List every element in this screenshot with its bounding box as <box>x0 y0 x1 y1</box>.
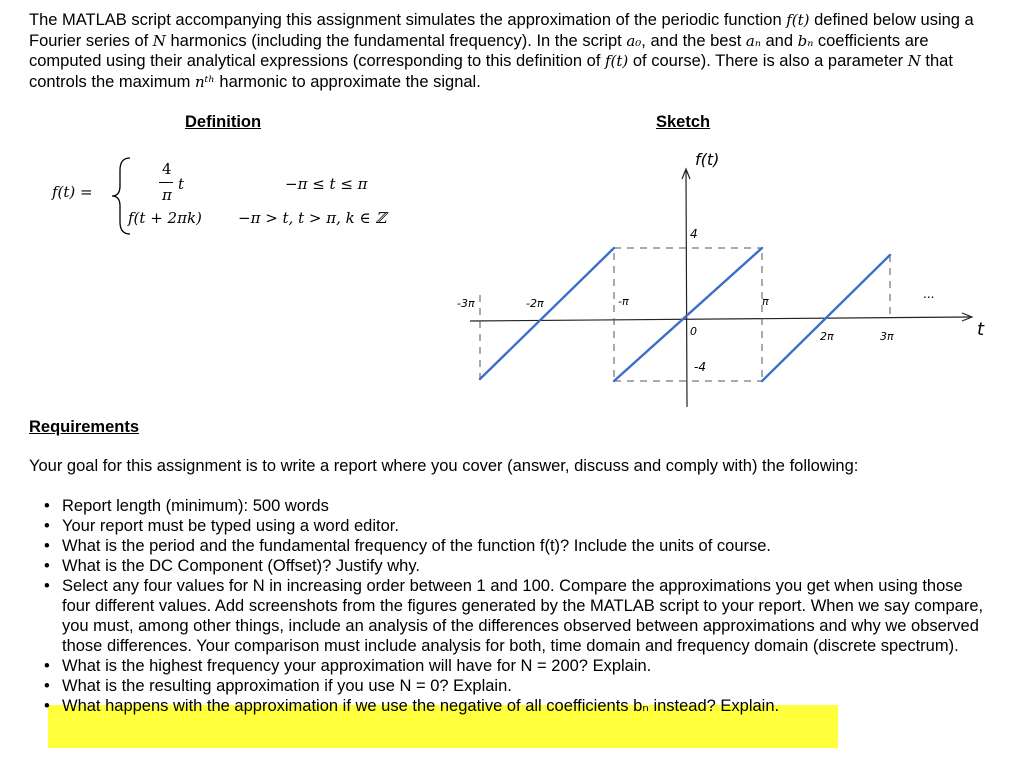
tick-label: 2π <box>820 330 834 343</box>
y-min-label: -4 <box>694 360 706 374</box>
sawtooth-segment <box>480 248 614 379</box>
requirements-heading: Requirements <box>29 418 140 436</box>
case1-condition: −π ≤ t ≤ π <box>285 175 368 193</box>
list-item: • Select any four values for N in increasing order between 1 and 100. Compare the approximations you get when using those four different values. Add screenshots from the figures generated by the MATLAB script to your report. When we say compare, you must, among other things, include an analysis of the differences observed between approximations and why we observed those differences. Your comparison must include analysis for both, time domain and frequency domain (discrete spectrum). <box>40 576 990 656</box>
tick-label: -2π <box>526 297 544 310</box>
origin-label: 0 <box>690 325 697 338</box>
intro-paragraph: The MATLAB script accompanying this assignment simulates the approximation of the periodic function f(t) defined below using a Fourier series of N harmonics (including the fundamental frequency). In the script a₀, and the best aₙ and bₙ coefficients are computed using their analytical expressions (corresponding to this definition of f(t) of course). There is also a parameter N that controls the maximum nᵗʰ harmonic to approximate the signal. <box>29 11 974 91</box>
sketch-axes <box>470 169 972 407</box>
tick-label: -π <box>618 295 629 308</box>
list-item: • What happens with the approximation if we use the negative of all coefficients bₙ instead? Explain. <box>40 696 990 716</box>
sawtooth-segment <box>614 248 762 381</box>
list-item: • Report length (minimum): 500 words <box>40 496 990 516</box>
x-axis-line <box>470 317 970 321</box>
definition-heading: Definition <box>185 113 262 131</box>
sawtooth-signal <box>480 248 890 381</box>
definition-lhs: f(t) = <box>52 183 93 201</box>
y-axis-label: f(t) <box>695 150 720 169</box>
y-max-label: 4 <box>690 227 698 241</box>
sawtooth-sketch <box>450 135 1010 415</box>
fraction-bar <box>159 182 173 183</box>
case2-condition: −π > t, t > π, k ∈ ℤ <box>238 209 387 227</box>
tick-label: -3π <box>457 297 475 310</box>
list-item: • What is the period and the fundamental frequency of the function f(t)? Include the units of course. <box>40 536 990 556</box>
tick-label: 3π <box>880 330 894 343</box>
tick-label: π <box>762 295 769 308</box>
list-item: • What is the DC Component (Offset)? Justify why. <box>40 556 990 576</box>
case2-expression: f(t + 2πk) <box>128 209 202 227</box>
list-item: • What is the resulting approximation if you use N = 0? Explain. <box>40 676 990 696</box>
ellipsis: ... <box>923 287 935 301</box>
y-axis-line <box>686 171 687 407</box>
list-item: • Your report must be typed using a word editor. <box>40 516 990 536</box>
sketch-heading: Sketch <box>656 113 711 131</box>
fraction-denominator: π <box>162 186 172 204</box>
x-axis-label: t <box>977 319 985 340</box>
requirements-list <box>40 496 990 716</box>
list-item: • What is the highest frequency your approximation will have for N = 200? Explain. <box>40 656 990 676</box>
fraction-numerator: 4 <box>162 160 172 178</box>
goal-text: Your goal for this assignment is to write a report where you cover (answer, discuss and comply with) the following: <box>29 457 859 475</box>
case1-variable: t <box>178 175 185 193</box>
